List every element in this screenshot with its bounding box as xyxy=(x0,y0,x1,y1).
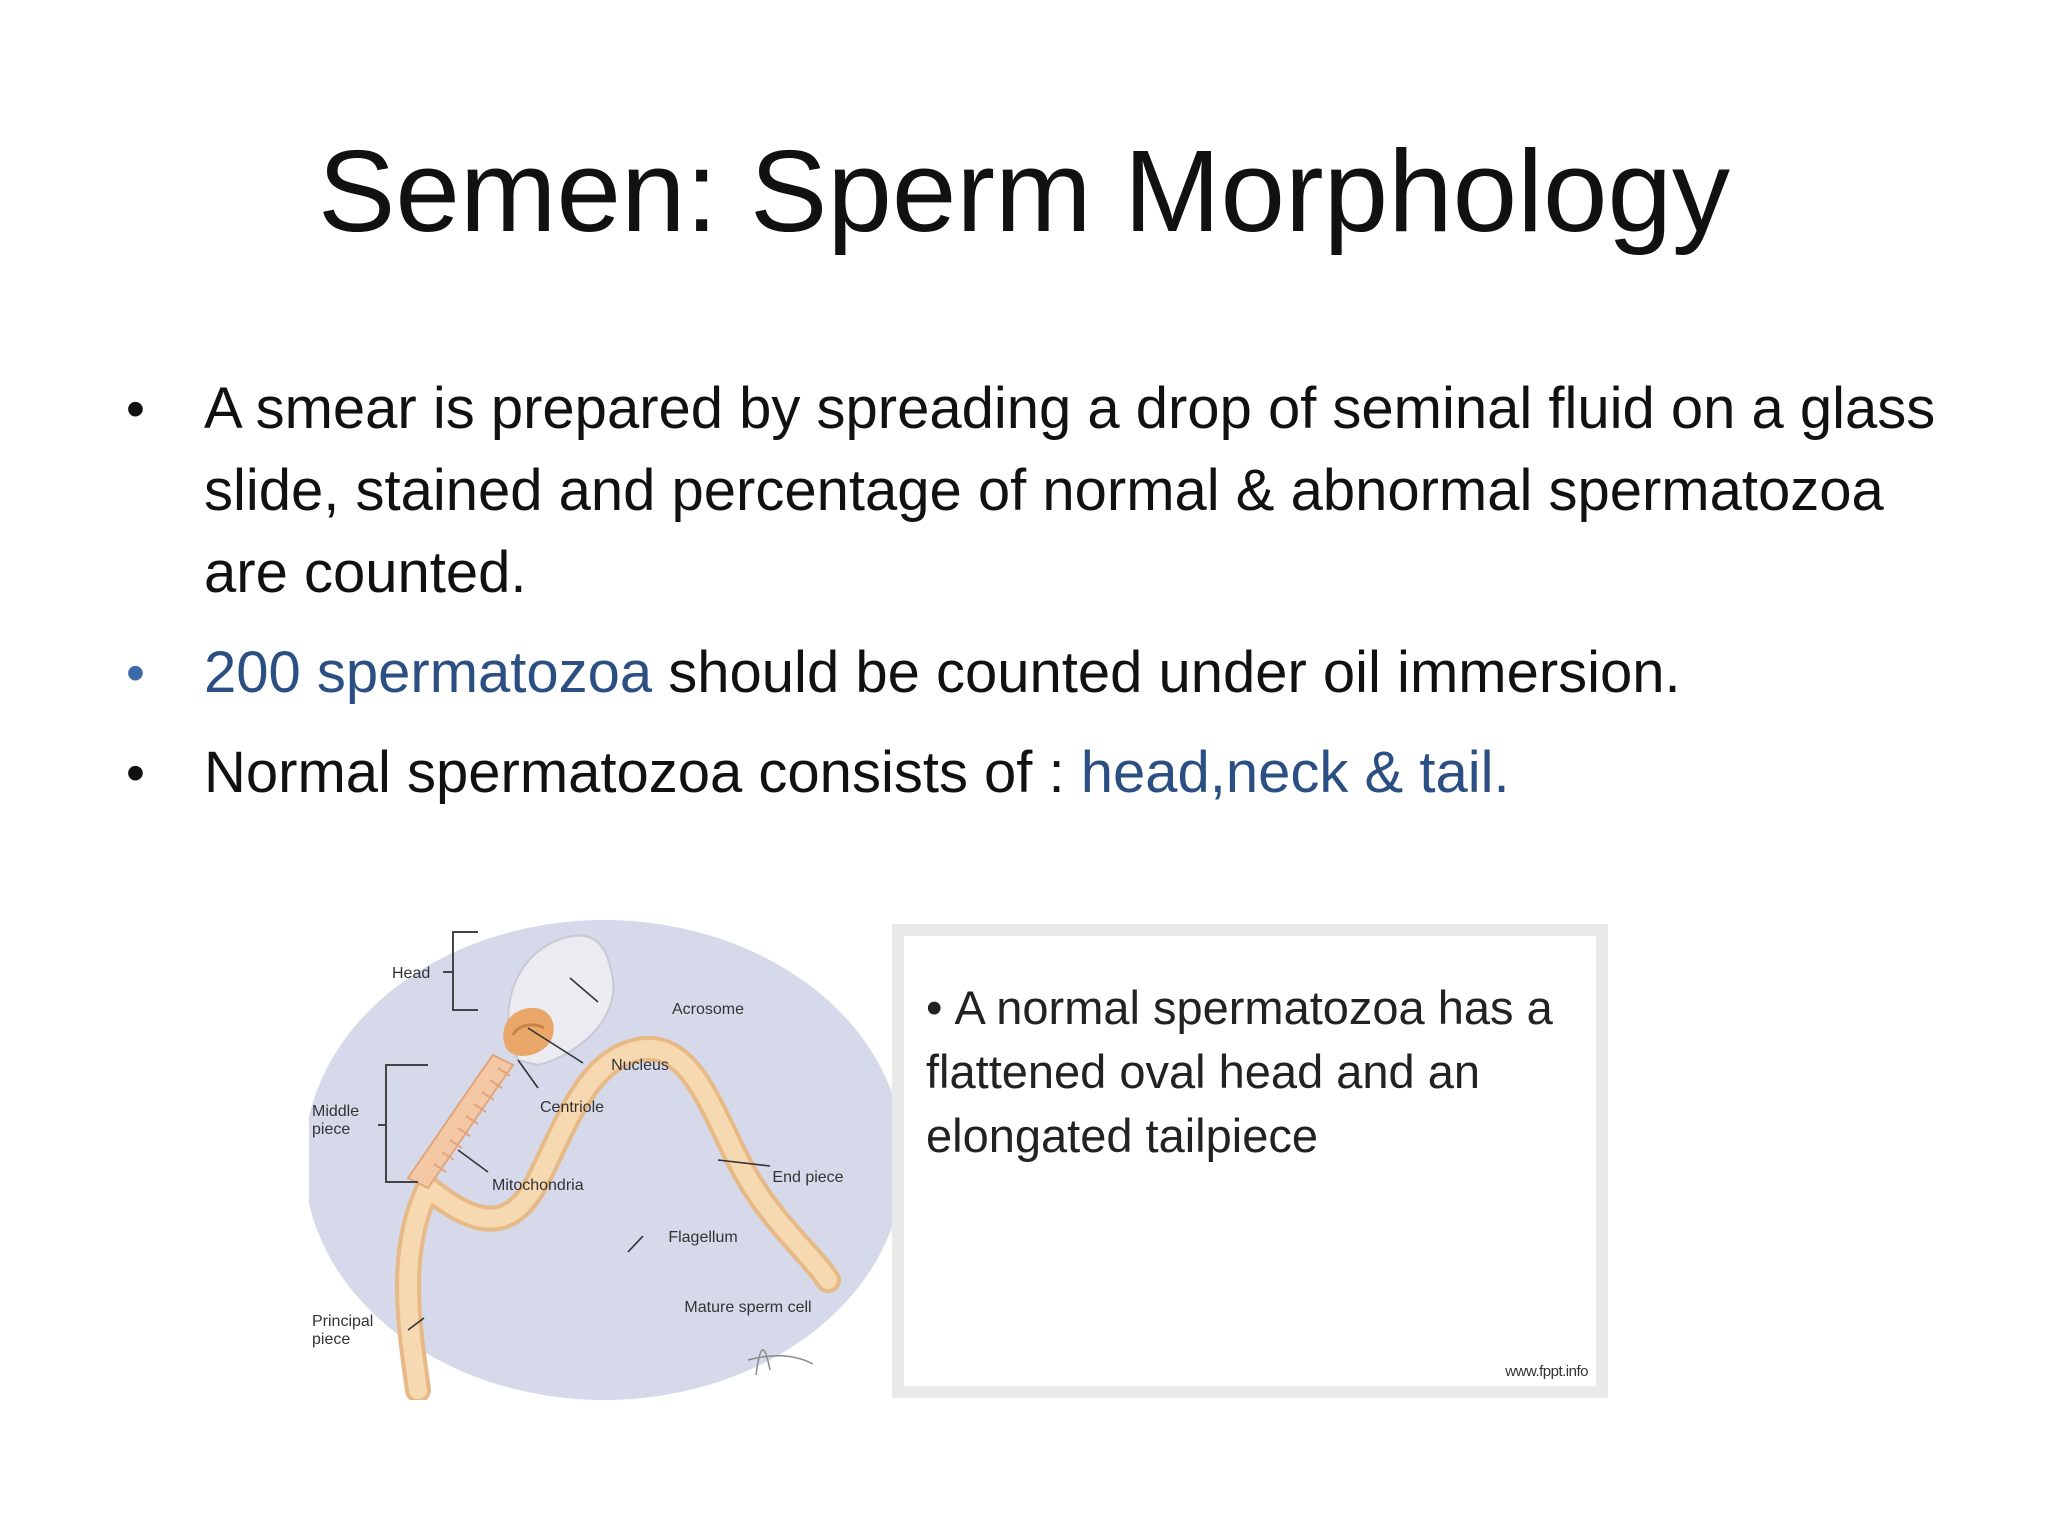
label-middle-piece: Middle xyxy=(312,1103,360,1120)
bullet-text: should be counted under oil immersion. xyxy=(652,640,1681,705)
label-mitochondria: Mitochondria xyxy=(492,1177,584,1194)
label-head: Head xyxy=(392,965,431,982)
bullet-text: A smear is prepared by spreading a drop of seminal fluid on a glass slide, stained and percentage of normal & abnormal spermatozoa are counted. xyxy=(204,376,1936,605)
label-flagellum: Flagellum xyxy=(668,1229,738,1246)
label-principal-piece: Principal xyxy=(312,1313,374,1330)
info-card xyxy=(892,924,1608,1398)
label-principal-piece-2: piece xyxy=(312,1331,351,1348)
bullet-dot: • xyxy=(126,379,145,439)
label-nucleus: Nucleus xyxy=(611,1057,669,1074)
bullet-dot: • xyxy=(126,743,145,803)
card-bullet: • xyxy=(926,981,943,1034)
bullet-text: Normal spermatozoa consists of : xyxy=(204,740,1081,805)
label-end-piece: End piece xyxy=(772,1169,844,1186)
bullet-highlight: head,neck & tail. xyxy=(1080,740,1510,805)
bullet-list xyxy=(120,368,1960,832)
bullet-item-smear xyxy=(120,368,1960,614)
sperm-diagram xyxy=(308,920,894,1400)
label-centriole: Centriole xyxy=(539,1099,605,1116)
bullet-item-count xyxy=(120,632,1960,714)
bullet-highlight: 200 spermatozoa xyxy=(204,640,653,705)
bullet-dot: • xyxy=(126,643,145,703)
label-middle-piece-2: piece xyxy=(312,1121,351,1138)
bullet-item-parts xyxy=(120,732,1960,814)
label-mature-sperm-cell: Mature sperm cell xyxy=(684,1299,812,1316)
card-footer: www.fppt.info xyxy=(1505,1363,1588,1380)
card-text xyxy=(926,976,1586,1168)
label-acrosome: Acrosome xyxy=(671,1001,745,1018)
slide-title: Semen: Sperm Morphology xyxy=(318,126,1730,256)
card-body: A normal spermatozoa has a flattened oval head and an elongated tailpiece xyxy=(926,981,1553,1162)
